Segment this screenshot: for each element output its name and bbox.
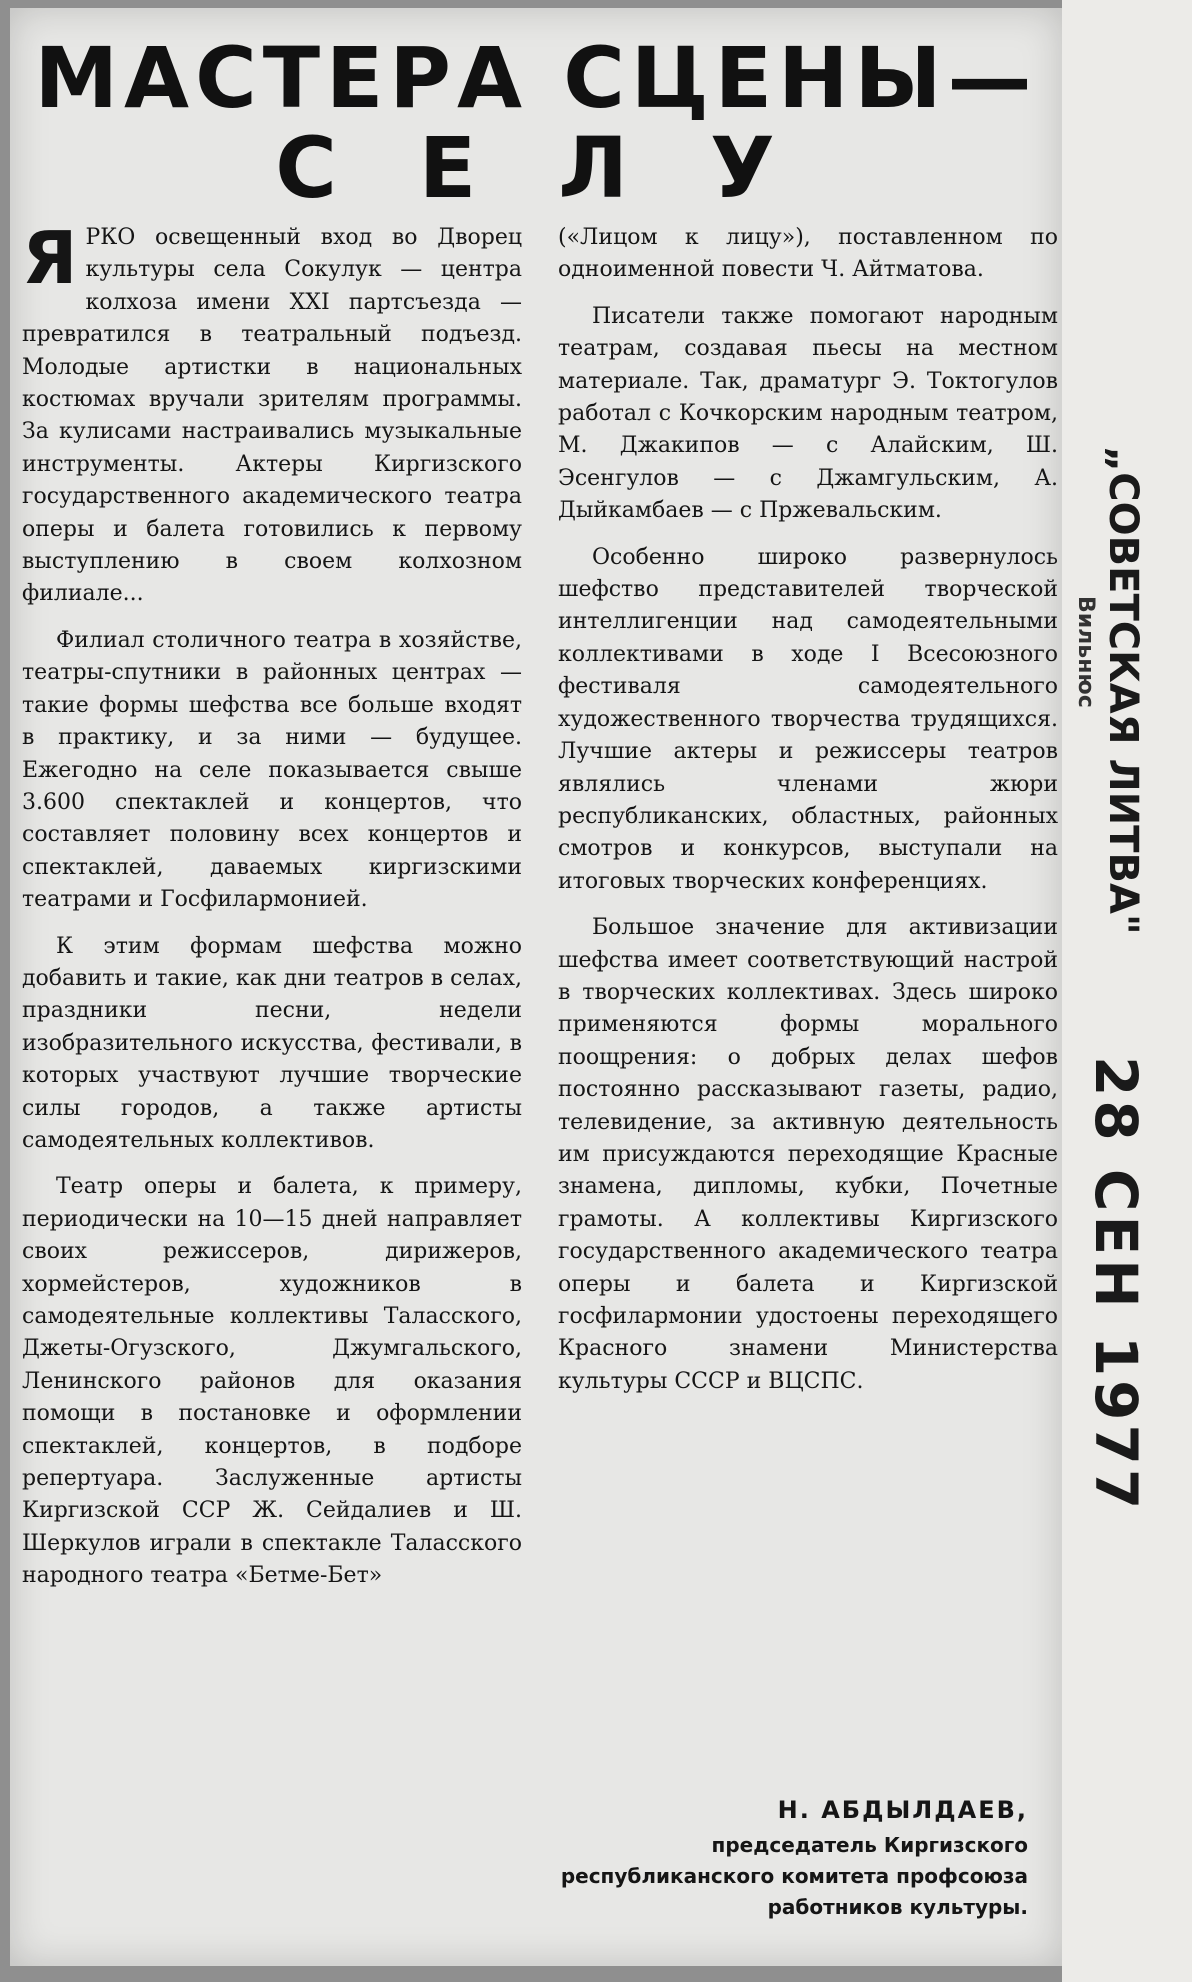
author-name: Н. АБДЫЛДАЕВ, xyxy=(777,1796,1028,1824)
article-paragraph: К этим формам шефства можно добавить и такие, как дни театров в селах, праздники песни, недели изобразительного искусства, фестивали, в которых участвуют лучшие творческие силы городов, а также артисты самодеятельных коллективов. xyxy=(22,933,522,1153)
article-column-right xyxy=(558,222,1058,1412)
article-paragraph: Писатели также помогают народным театрам, создавая пьесы на местном материале. Так, драматург Э. Токтогулов работал с Кочкорским народным театром, М. Джакипов — с Алайским, Ш. Эсенгулов — с Джамгульским, А. Дыйкамбаев — с Пржевальским. xyxy=(558,303,1058,524)
margin-strip xyxy=(1062,0,1192,1982)
article-paragraph: Большое значение для активизации шефства имеет соответствующий настрой в творческих коллективах. Здесь широко применяются формы морального поощрения: о добрых делах шефов постоянно рассказывают газеты, радио, телевидение, за активную деятельность им присуждаются переходящие Красные знамена, дипломы, кубки, Почетные грамоты. А коллективы Киргизского государственного академического театра оперы и балета и Киргизской госфилармонии удостоены переходящего Красного знамени Министерства культуры СССР и ВЦСПС. xyxy=(558,915,1058,1394)
article-paragraph: Театр оперы и балета, к примеру, периодически на 10—15 дней направляет своих режиссеров, дирижеров, хормейстеров, художников в самодеятельные коллективы Таласского, Джеты-Огузского, Джумгальского, Ленинского районов для оказания помощи в постановке и оформлении спектаклей, концертов, в подборе репертуара. Заслуженные артисты Киргизской ССР Ж. Сейдалиев и Ш. Шеркулов играли в спектакле Таласского народного театра «Бетме-Бет» xyxy=(22,1174,522,1589)
headline-line-1: МАСТЕРА СЦЕНЫ— xyxy=(34,29,1038,127)
newspaper-clipping xyxy=(10,8,1062,1966)
date-stamp: 28 СЕН 1977 xyxy=(1082,1056,1150,1514)
headline-line-2: СЕЛУ xyxy=(275,119,857,217)
source-stamp: „СОВЕТСКАЯ ЛИТВА" xyxy=(1100,446,1146,935)
article-paragraph: Филиал столичного театра в хозяйстве, театры-спутники в районных центрах — такие формы шефства все больше входят в практику, и за ними — будущее. Ежегодно на селе показывается свыше 3.600 спектаклей и концертов, что составляет половину всех концертов и спектаклей, даваемых киргизскими театрами и Госфилармонией. xyxy=(22,627,522,913)
drop-cap: Я xyxy=(22,216,78,300)
article-paragraph: ЯРКО освещенный вход во Дворец культуры села Сокулук — центра колхоза имени XXI партсъезда — превратился в театральный подъезд. Молодые артистки в национальных костюмах вручали зрителям программы. За кулисами настраивались музыкальные инструменты. Актеры Киргизского государственного академического театра оперы и балета готовились к первому выступлению в своем колхозном филиале... xyxy=(22,216,522,607)
source-stamp-note: Вильнюс xyxy=(1073,596,1098,708)
article-paragraph: («Лицом к лицу»), поставленном по одноименной повести Ч. Айтматова. xyxy=(558,225,1058,283)
article-paragraph: Особенно широко развернулось шефство представителей творческой интеллигенции над самодеятельными коллективами в ходе I Всесоюзного фестиваля самодеятельного художественного творчества трудящихся. Лучшие актеры и режиссеры театров являлись членами жюри республиканских, областных, районных смотров и конкурсов, выступали на итоговых творческих конференциях. xyxy=(558,544,1058,894)
article-column-left xyxy=(22,216,522,1607)
author-position: председатель Киргизского республиканского комитета профсоюза работников культуры. xyxy=(560,1833,1028,1919)
